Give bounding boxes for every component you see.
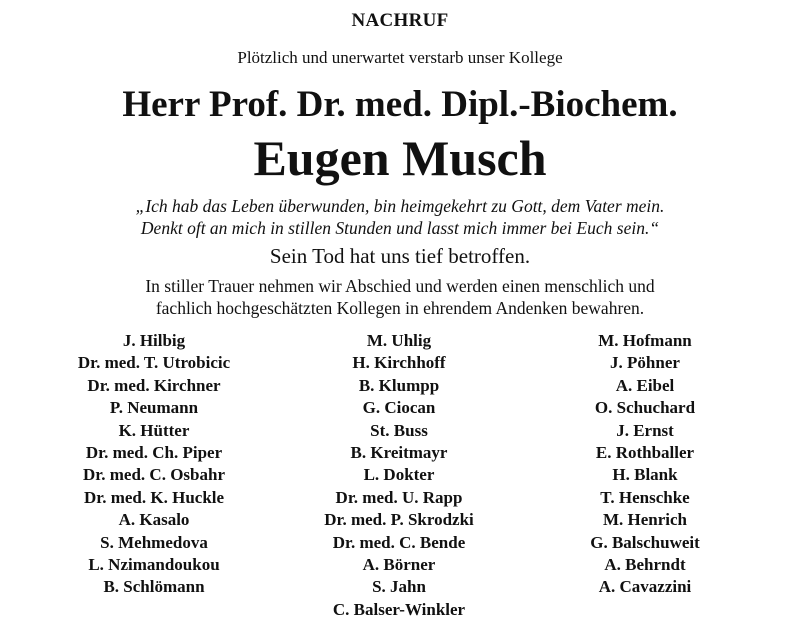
signatory-name: E. Rothballer [595,443,695,463]
signatory-name: S. Jahn [372,577,426,597]
farewell-line: fachlich hochgeschätzten Kollegen in ehrendem Andenken bewahren. [155,298,645,318]
signatory-name: T. Henschke [600,487,690,507]
signatory-name: B. Kreitmayr [350,443,448,463]
signatory-name: O. Schuchard [594,398,696,418]
signatory-name: J. Pöhner [610,353,680,373]
signatory-name: A. Eibel [615,375,675,395]
signatory-name: H. Kirchhoff [352,353,446,373]
farewell-text [0,275,800,319]
farewell-line: In stiller Trauer nehmen wir Abschied und werden einen menschlich und [145,276,655,296]
signatory-name: S. Mehmedova [100,532,208,552]
signatory-name: J. Ernst [616,420,674,440]
deceased-title: Herr Prof. Dr. med. Dipl.-Biochem. [122,84,678,125]
signatory-name: Dr. med. P. Skrodzki [324,510,474,530]
quote-line: Denkt oft an mich in stillen Stunden und lasst mich immer bei Euch sein.“ [140,218,660,238]
sentiment-line: Sein Tod hat uns tief betroffen. [269,244,531,268]
signatory-name: A. Kasalo [118,510,190,530]
signatory-name: Dr. med. K. Huckle [83,487,225,507]
notice-heading: NACHRUF [351,10,449,31]
signatory-name: Dr. med. U. Rapp [335,487,463,507]
signatory-name: A. Börner [362,555,436,575]
signatory-name: J. Hilbig [122,331,186,350]
signatory-column-middle [269,330,529,621]
signatory-name: M. Hofmann [598,331,692,350]
signatory-name: Dr. med. Ch. Piper [85,443,223,463]
deceased-name: Eugen Musch [253,130,547,186]
signatory-name: C. Balser-Winkler [332,599,466,619]
signatory-name: P. Neumann [109,398,199,418]
signatory-name: Dr. med. C. Bende [332,532,466,552]
signatory-name: G. Ciocan [362,398,436,418]
signatory-name: Dr. med. T. Utrobicic [77,353,231,373]
signatory-name: L. Nzimandoukou [88,555,220,575]
signatory-column-left [24,330,284,599]
signatory-name: H. Blank [612,465,678,485]
signatory-name: Dr. med. C. Osbahr [83,465,225,485]
signatory-column-right [515,330,775,599]
signatory-name: B. Schlömann [103,577,205,597]
signatory-name: A. Behrndt [604,555,686,575]
signatory-name: K. Hütter [118,420,190,440]
quote-line: „Ich hab das Leben überwunden, bin heimgekehrt zu Gott, dem Vater mein. [135,196,665,216]
signatory-name: L. Dokter [363,465,435,485]
signatory-name: G. Balschuweit [590,532,700,552]
signatory-name: Dr. med. Kirchner [87,375,221,395]
signatory-name: M. Uhlig [366,331,432,350]
memorial-quote [0,195,800,239]
signatory-name: A. Cavazzini [598,577,692,597]
signatory-name: St. Buss [370,420,428,440]
signatories [0,330,800,630]
signatory-name: M. Henrich [602,510,688,530]
intro-line: Plötzlich und unerwartet verstarb unser Kollege [237,48,563,67]
signatory-name: B. Klumpp [358,375,440,395]
